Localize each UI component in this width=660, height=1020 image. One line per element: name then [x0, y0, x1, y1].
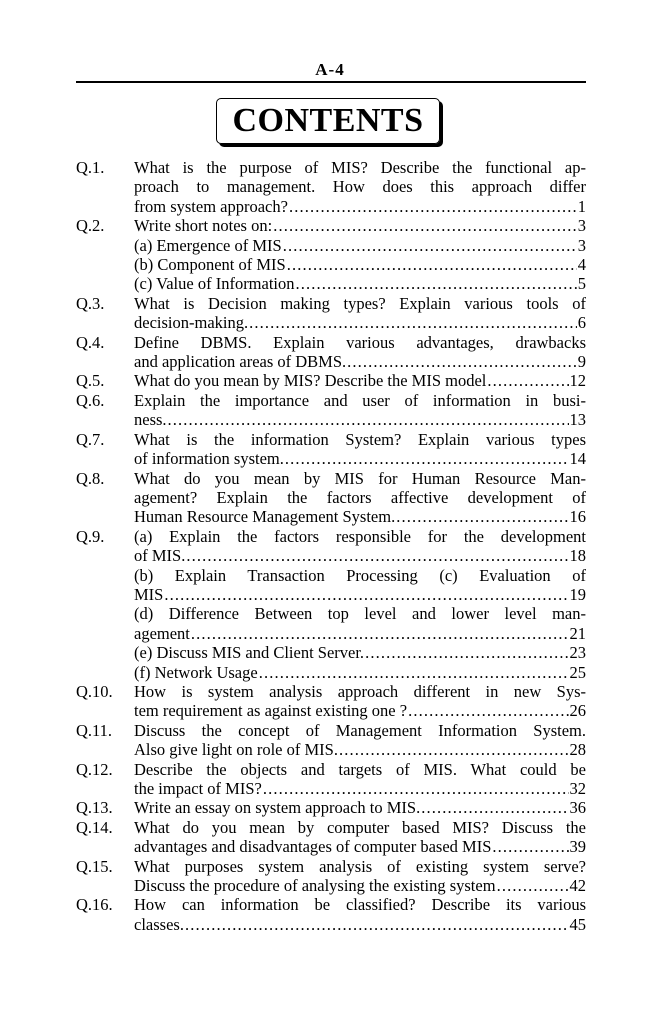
question-text [134, 721, 586, 760]
question-text [134, 158, 586, 216]
toc-entry [76, 818, 586, 857]
leader-text: (f) Network Usage [134, 662, 258, 682]
leader-line [134, 216, 586, 235]
leader-line [134, 197, 586, 216]
dot-leader [168, 410, 569, 429]
question-number: Q.5. [76, 371, 105, 391]
toc-entry [76, 430, 586, 469]
leader-line [134, 779, 586, 798]
dot-leader [296, 274, 577, 293]
leader-line [134, 643, 586, 662]
page-number: 4 [577, 255, 586, 275]
page-number: 42 [569, 876, 586, 896]
leader-text: (c) Value of Information [134, 274, 295, 294]
toc-entry [76, 294, 586, 333]
toc-entry [76, 158, 586, 216]
page-number: 3 [577, 235, 586, 255]
page-number: 28 [569, 740, 586, 760]
question-line: What is the information System? Explain various types [134, 429, 586, 449]
dot-leader [339, 740, 569, 759]
toc-entry [76, 895, 586, 934]
page-number: 36 [569, 798, 586, 818]
question-text [134, 857, 586, 896]
toc-entry [76, 566, 586, 605]
toc-entry [76, 527, 586, 566]
leader-line [134, 837, 586, 856]
toc-entry [76, 216, 586, 294]
question-number: Q.8. [76, 468, 105, 488]
leader-line [134, 274, 586, 293]
page-number: 21 [569, 623, 586, 643]
page-number: 6 [577, 313, 586, 333]
dot-leader [287, 255, 577, 274]
leader-text: and application areas of DBMS. [134, 352, 347, 372]
page-number: 12 [569, 371, 586, 391]
page-number: 13 [569, 410, 586, 430]
question-number: Q.14. [76, 817, 113, 837]
question-number: Q.3. [76, 293, 105, 313]
question-number: Q.15. [76, 856, 113, 876]
page-number: 18 [569, 546, 586, 566]
page-number: 39 [569, 837, 586, 857]
leader-text: (b) Component of MIS [134, 255, 286, 275]
leader-line [134, 352, 586, 371]
dot-leader [285, 449, 569, 468]
question-number: Q.13. [76, 798, 113, 818]
toc-entry [76, 721, 586, 760]
question-number: Q.16. [76, 895, 113, 915]
page-number: 23 [569, 643, 586, 663]
dot-leader [283, 236, 577, 255]
leader-text: decision-making. [134, 313, 249, 333]
dot-leader [186, 546, 568, 565]
toc-entry [76, 682, 586, 721]
leader-line [134, 876, 586, 895]
leader-text: the impact of MIS? [134, 779, 262, 798]
question-text [134, 895, 586, 934]
page-number: 5 [577, 274, 586, 294]
leader-text: Write an essay on system approach to MIS. [134, 798, 421, 818]
toc-entry [76, 333, 586, 372]
dot-leader [365, 643, 568, 662]
dot-leader [487, 371, 568, 390]
question-line: Define DBMS. Explain various advantages, drawbacks [134, 332, 586, 352]
page-number: 1 [577, 196, 586, 216]
leader-text: ness. [134, 410, 167, 430]
leader-line [134, 546, 586, 565]
question-number: Q.4. [76, 332, 105, 352]
page-number: 16 [569, 507, 586, 527]
question-number: Q.7. [76, 429, 105, 449]
table-of-contents [76, 158, 586, 934]
question-line: What is Decision making types? Explain various tools of [134, 293, 586, 313]
leader-text: advantages and disadvantages of computer based MIS [134, 837, 492, 857]
leader-line [134, 410, 586, 429]
dot-leader [492, 837, 568, 856]
toc-entry [76, 469, 586, 527]
leader-text: MIS [134, 584, 164, 604]
dot-leader [249, 313, 577, 332]
page-number: 19 [569, 584, 586, 604]
leader-line [134, 371, 586, 390]
question-text [134, 430, 586, 469]
dot-leader [408, 701, 568, 720]
page-number: 9 [577, 352, 586, 372]
question-line: What do you mean by computer based MIS? Discuss the [134, 817, 586, 837]
dot-leader [259, 663, 569, 682]
leader-text: Human Resource Management System. [134, 507, 396, 527]
question-number: Q.9. [76, 526, 105, 546]
toc-entry [76, 604, 586, 682]
question-text [134, 682, 586, 721]
dot-leader [396, 507, 568, 526]
question-text [134, 294, 586, 333]
question-text [134, 798, 586, 817]
question-line: How is system analysis approach different in new Sys- [134, 681, 586, 701]
dot-leader [497, 876, 569, 895]
dot-leader [164, 585, 568, 604]
toc-entry [76, 760, 586, 799]
question-line: What purposes system analysis of existing system serve? [134, 856, 586, 876]
question-line: Discuss the concept of Management Information System. [134, 720, 586, 740]
leader-text: from system approach? [134, 196, 288, 216]
dot-leader [421, 798, 568, 817]
leader-line [134, 798, 586, 817]
page-number: 25 [569, 662, 586, 682]
toc-entry [76, 798, 586, 817]
question-text [134, 604, 586, 682]
page-number: 45 [569, 914, 586, 934]
question-number: Q.11. [76, 720, 113, 740]
leader-line [134, 255, 586, 274]
question-number: Q.6. [76, 390, 105, 410]
leader-text: agement [134, 623, 190, 643]
dot-leader [273, 216, 577, 235]
leader-text: Write short notes on: [134, 216, 273, 236]
dot-leader [263, 779, 569, 798]
leader-text: classes. [134, 914, 184, 934]
leader-line [134, 585, 586, 604]
question-line: How can information be classified? Describe its various [134, 895, 586, 915]
dot-leader [191, 624, 569, 643]
question-text [134, 371, 586, 390]
leader-text: (e) Discuss MIS and Client Server. [134, 643, 365, 663]
page-number: 3 [577, 216, 586, 236]
page-number: 32 [569, 779, 586, 798]
leader-line [134, 740, 586, 759]
question-text [134, 333, 586, 372]
question-number: Q.2. [76, 216, 105, 236]
leader-line [134, 236, 586, 255]
question-line: (d) Difference Between top level and lower level man- [134, 604, 586, 624]
question-number: Q.10. [76, 681, 113, 701]
question-line: proach to management. How does this approach differ [134, 177, 586, 197]
leader-text: Discuss the procedure of analysing the existing system [134, 876, 496, 896]
leader-text: Also give light on role of MIS. [134, 740, 338, 760]
question-number: Q.1. [76, 158, 105, 177]
question-text [134, 760, 586, 799]
dot-leader [289, 197, 577, 216]
leader-line [134, 507, 586, 526]
contents-title: CONTENTS [232, 102, 424, 139]
question-line: What is the purpose of MIS? Describe the functional ap- [134, 158, 586, 177]
header-rule [76, 81, 586, 83]
leader-line [134, 663, 586, 682]
contents-title-box [216, 98, 440, 144]
leader-text: tem requirement as against existing one ? [134, 701, 408, 721]
question-text [134, 469, 586, 527]
dot-leader [347, 352, 577, 371]
question-text [134, 391, 586, 430]
question-number: Q.12. [76, 759, 113, 779]
toc-entry [76, 391, 586, 430]
question-text [134, 566, 586, 605]
question-line: (b) Explain Transaction Processing (c) Evaluation of [134, 565, 586, 585]
page-number: 26 [569, 701, 586, 721]
question-text [134, 527, 586, 566]
question-line: Explain the importance and user of information in busi- [134, 390, 586, 410]
page-label: A-4 [315, 60, 345, 79]
question-line: (a) Explain the factors responsible for the development [134, 526, 586, 546]
leader-text: (a) Emergence of MIS [134, 235, 282, 255]
leader-line [134, 701, 586, 720]
leader-line [134, 915, 586, 934]
dot-leader [185, 915, 569, 934]
leader-line [134, 449, 586, 468]
question-line: Describe the objects and targets of MIS. What could be [134, 759, 586, 779]
question-line: agement? Explain the factors affective development of [134, 487, 586, 507]
leader-text: of information system. [134, 449, 284, 469]
question-text [134, 216, 586, 294]
toc-entry [76, 857, 586, 896]
leader-text: of MIS. [134, 546, 186, 566]
leader-text: What do you mean by MIS? Describe the MIS model [134, 371, 487, 391]
question-line: What do you mean by MIS for Human Resource Man- [134, 468, 586, 488]
leader-line [134, 624, 586, 643]
toc-entry [76, 371, 586, 390]
question-text [134, 818, 586, 857]
page-number: 14 [569, 449, 586, 469]
leader-line [134, 313, 586, 332]
